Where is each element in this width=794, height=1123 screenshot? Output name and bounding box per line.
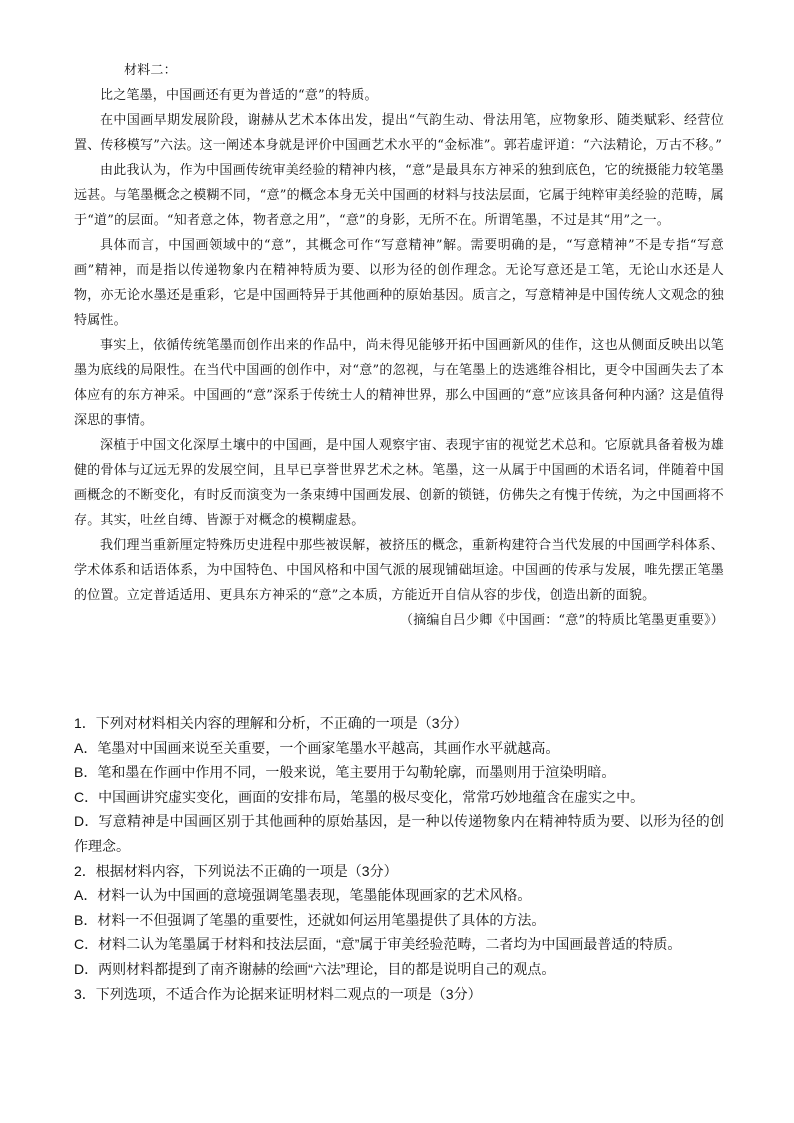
question-2 [74,859,724,982]
passage-paragraph: 比之笔墨，中国画还有更为普适的“意”的特质。 [100,88,378,103]
option-c: C．材料二认为笔墨属于材料和技法层面，“意”属于审美经验范畴，二者均为中国画最普适的特质。 [74,936,682,953]
source-citation: （摘编自吕少卿《中国画：“意”的特质比笔墨更重要》） [400,613,724,628]
passage-paragraph: 事实上，依循传统笔墨而创作出来的作品中，尚未得见能够开拓中国画新风的佳作，这也从侧面反映出以笔墨为底线的局限性。在当代中国画的创作中，对“意”的忽视，与在笔墨上的迭逃维谷相比，更令中国画失去了本体应有的东方神采。中国画的“意”深系于传统士人的精神世界，那么中国画的“意”应该具备何种内涵？这是值得深思的事情。 [74,338,724,428]
passage-paragraph: 具体而言，中国画领域中的“意”，其概念可作“写意精神”解。需要明确的是，“写意精神”不是专指“写意画”精神，而是指以传递物象内在精神特质为要、以形为径的创作理念。无论写意还是工笔，无论山水还是人物，亦无论水墨还是重彩，它是中国画特异于其他画种的原始基因。质言之，写意精神是中国传统人文观念的独特属性。 [74,238,724,328]
option-a: A．材料一认为中国画的意境强调笔墨表现，笔墨能体现画家的艺术风格。 [74,887,532,904]
material-heading: 材料二： [124,63,177,78]
passage-paragraph: 由此我认为，作为中国画传统审美经验的精神内核，“意”是最具东方神采的独到底色，它的统摄能力较笔墨远甚。与笔墨概念之模糊不同，“意”的概念本身无关中国画的材料与技法层面，它属于纯粹审美经验的范畴，属于“道”的层面。“知者意之体，物者意之用”，“意”的身影，无所不在。所谓笔墨，不过是其“用”之一。 [74,163,724,228]
question-3 [74,982,724,1007]
option-d: D．写意精神是中国画区别于其他画种的原始基因，是一种以传递物象内在精神特质为要、以形为径的创作理念。 [74,813,724,854]
question-1 [74,711,724,859]
option-b: B．笔和墨在作画中作用不同，一般来说，笔主要用于勾勒轮廓，而墨则用于渲染明暗。 [74,764,616,781]
question-stem: 3．下列选项，不适合作为论据来证明材料二观点的一项是（3分） [74,985,482,1002]
reading-passage [74,58,724,633]
question-stem: 1．下列对材料相关内容的理解和分析，不正确的一项是（3分） [74,715,468,731]
passage-paragraph: 在中国画早期发展阶段，谢赫从艺术本体出发，提出“气韵生动、骨法用笔，应物象形、随类赋彩、经营位置、传移模写”六法。这一阐述本身就是评价中国画艺术水平的“金标准”。郭若虚评道：“六法精论，万古不移。” [74,113,724,153]
option-b: B．材料一不但强调了笔墨的重要性，还就如何运用笔墨提供了具体的方法。 [74,911,546,928]
option-a: A．笔墨对中国画来说至关重要，一个画家笔墨水平越高，其画作水平就越高。 [74,739,560,756]
option-d: D．两则材料都提到了南齐谢赫的绘画“六法”理论，目的都是说明自己的观点。 [74,960,556,977]
option-c: C．中国画讲究虚实变化，画面的安排布局，笔墨的极尽变化，常常巧妙地蕴含在虚实之中。 [74,788,645,805]
passage-paragraph: 我们理当重新厘定特殊历史进程中那些被误解，被挤压的概念，重新构建符合当代发展的中国画学科体系、学术体系和话语体系，为中国特色、中国风格和中国气派的展现铺础垣途。中国画的传承与发展，唯先摆正笔墨的位置。立定普适适用、更具东方神采的“意”之本质，方能近开自信从容的步伐，创造出新的面貌。 [74,538,724,603]
passage-paragraph: 深植于中国文化深厚土壤中的中国画，是中国人观察宇宙、表现宇宙的视觉艺术总和。它原就具备着极为雄健的骨体与辽远无界的发展空间，且早已享誉世界艺术之林。笔墨，这一从属于中国画的术语名词，伴随着中国画概念的不断变化，有时反而演变为一条束缚中国画发展、创新的锁链，仿佛失之有愧于传统，为之中国画将不存。其实，吐丝自缚、皆源于对概念的模糊虚悬。 [74,438,724,528]
question-section [74,711,724,1006]
question-stem: 2．根据材料内容，下列说法不正确的一项是（3分） [74,862,398,879]
